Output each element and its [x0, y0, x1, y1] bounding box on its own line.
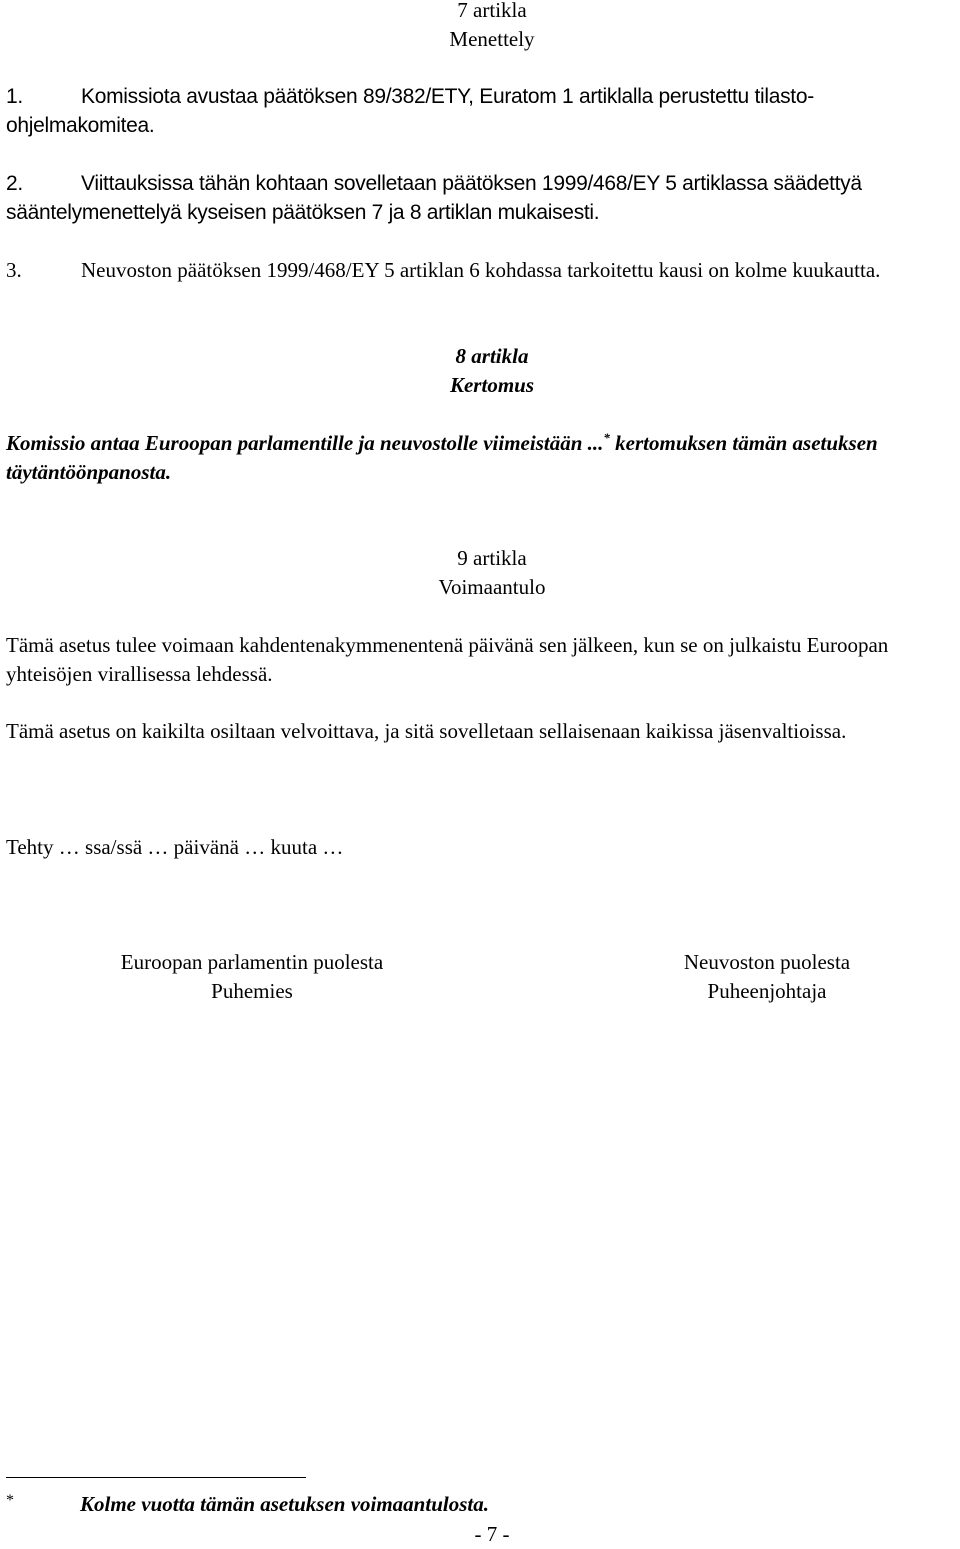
signature-parliament-institution: Euroopan parlamentin puolesta	[120, 950, 384, 974]
signature-council-role: Puheenjohtaja	[707, 979, 827, 1003]
article-9-paragraph-2: Tämä asetus on kaikilta osiltaan velvoittava, ja sitä sovelletaan sellaisenaan kaikissa jäsenvaltioissa.	[6, 719, 847, 743]
done-at-line: Tehty … ssa/ssä … päivänä … kuuta …	[6, 835, 344, 859]
article-9-number: 9 artikla	[457, 546, 527, 570]
footnote-reference: *	[603, 430, 610, 445]
signature-parliament	[62, 948, 442, 1006]
article-9-paragraph-1: Tämä asetus tulee voimaan kahdentenakymmenentenä päivänä sen jälkeen, kun se on julkaistu Euroopan yhteisöjen virallisessa lehdessä.	[6, 633, 889, 686]
paragraph-text: Neuvoston päätöksen 1999/468/EY 5 artiklan 6 kohdassa tarkoitettu kausi on kolme kuukautta.	[81, 258, 881, 282]
footnote-separator	[6, 1477, 306, 1478]
paragraph-number: 2.	[6, 172, 23, 195]
article-8-number: 8 artikla	[455, 344, 529, 368]
article-7-number: 7 artikla	[457, 0, 527, 22]
paragraph-number: 1.	[6, 85, 23, 108]
article-7-title: Menettely	[449, 27, 535, 51]
paragraph-text: Viittauksissa tähän kohtaan sovelletaan päätöksen 1999/468/EY 5 artiklassa säädettyä sääntelymenettelyä kyseisen päätöksen 7 ja 8 artiklan mukaisesti.	[6, 172, 862, 224]
article-8-text-before: Komissio antaa Euroopan parlamentille ja neuvostolle viimeistään ...	[6, 431, 604, 455]
signature-council	[577, 948, 957, 1006]
article-8-heading	[0, 342, 960, 400]
article-8-text	[6, 429, 956, 487]
page-number: - 7 -	[474, 1522, 510, 1546]
article-7-paragraph-1	[6, 82, 956, 140]
paragraph-number: 3.	[6, 258, 22, 282]
signature-council-institution: Neuvoston puolesta	[683, 950, 851, 974]
signature-parliament-role: Puhemies	[211, 979, 293, 1003]
article-9-heading	[0, 544, 960, 602]
footnote-mark: *	[6, 1492, 14, 1509]
article-8-title: Kertomus	[449, 373, 535, 397]
article-7-paragraph-2	[6, 169, 956, 227]
article-7-heading	[0, 0, 960, 54]
footnote-text: Kolme vuotta tämän asetuksen voimaantulosta.	[80, 1492, 489, 1516]
paragraph-text: Komissiota avustaa päätöksen 89/382/ETY, Euratom 1 artiklalla perustettu tilasto-ohjelmakomitea.	[6, 85, 814, 137]
article-8-text-after: kertomuksen tämän asetuksen täytäntöönpanosta.	[6, 431, 878, 484]
article-7-paragraph-3	[6, 256, 956, 285]
article-9-title: Voimaantulo	[438, 575, 546, 599]
